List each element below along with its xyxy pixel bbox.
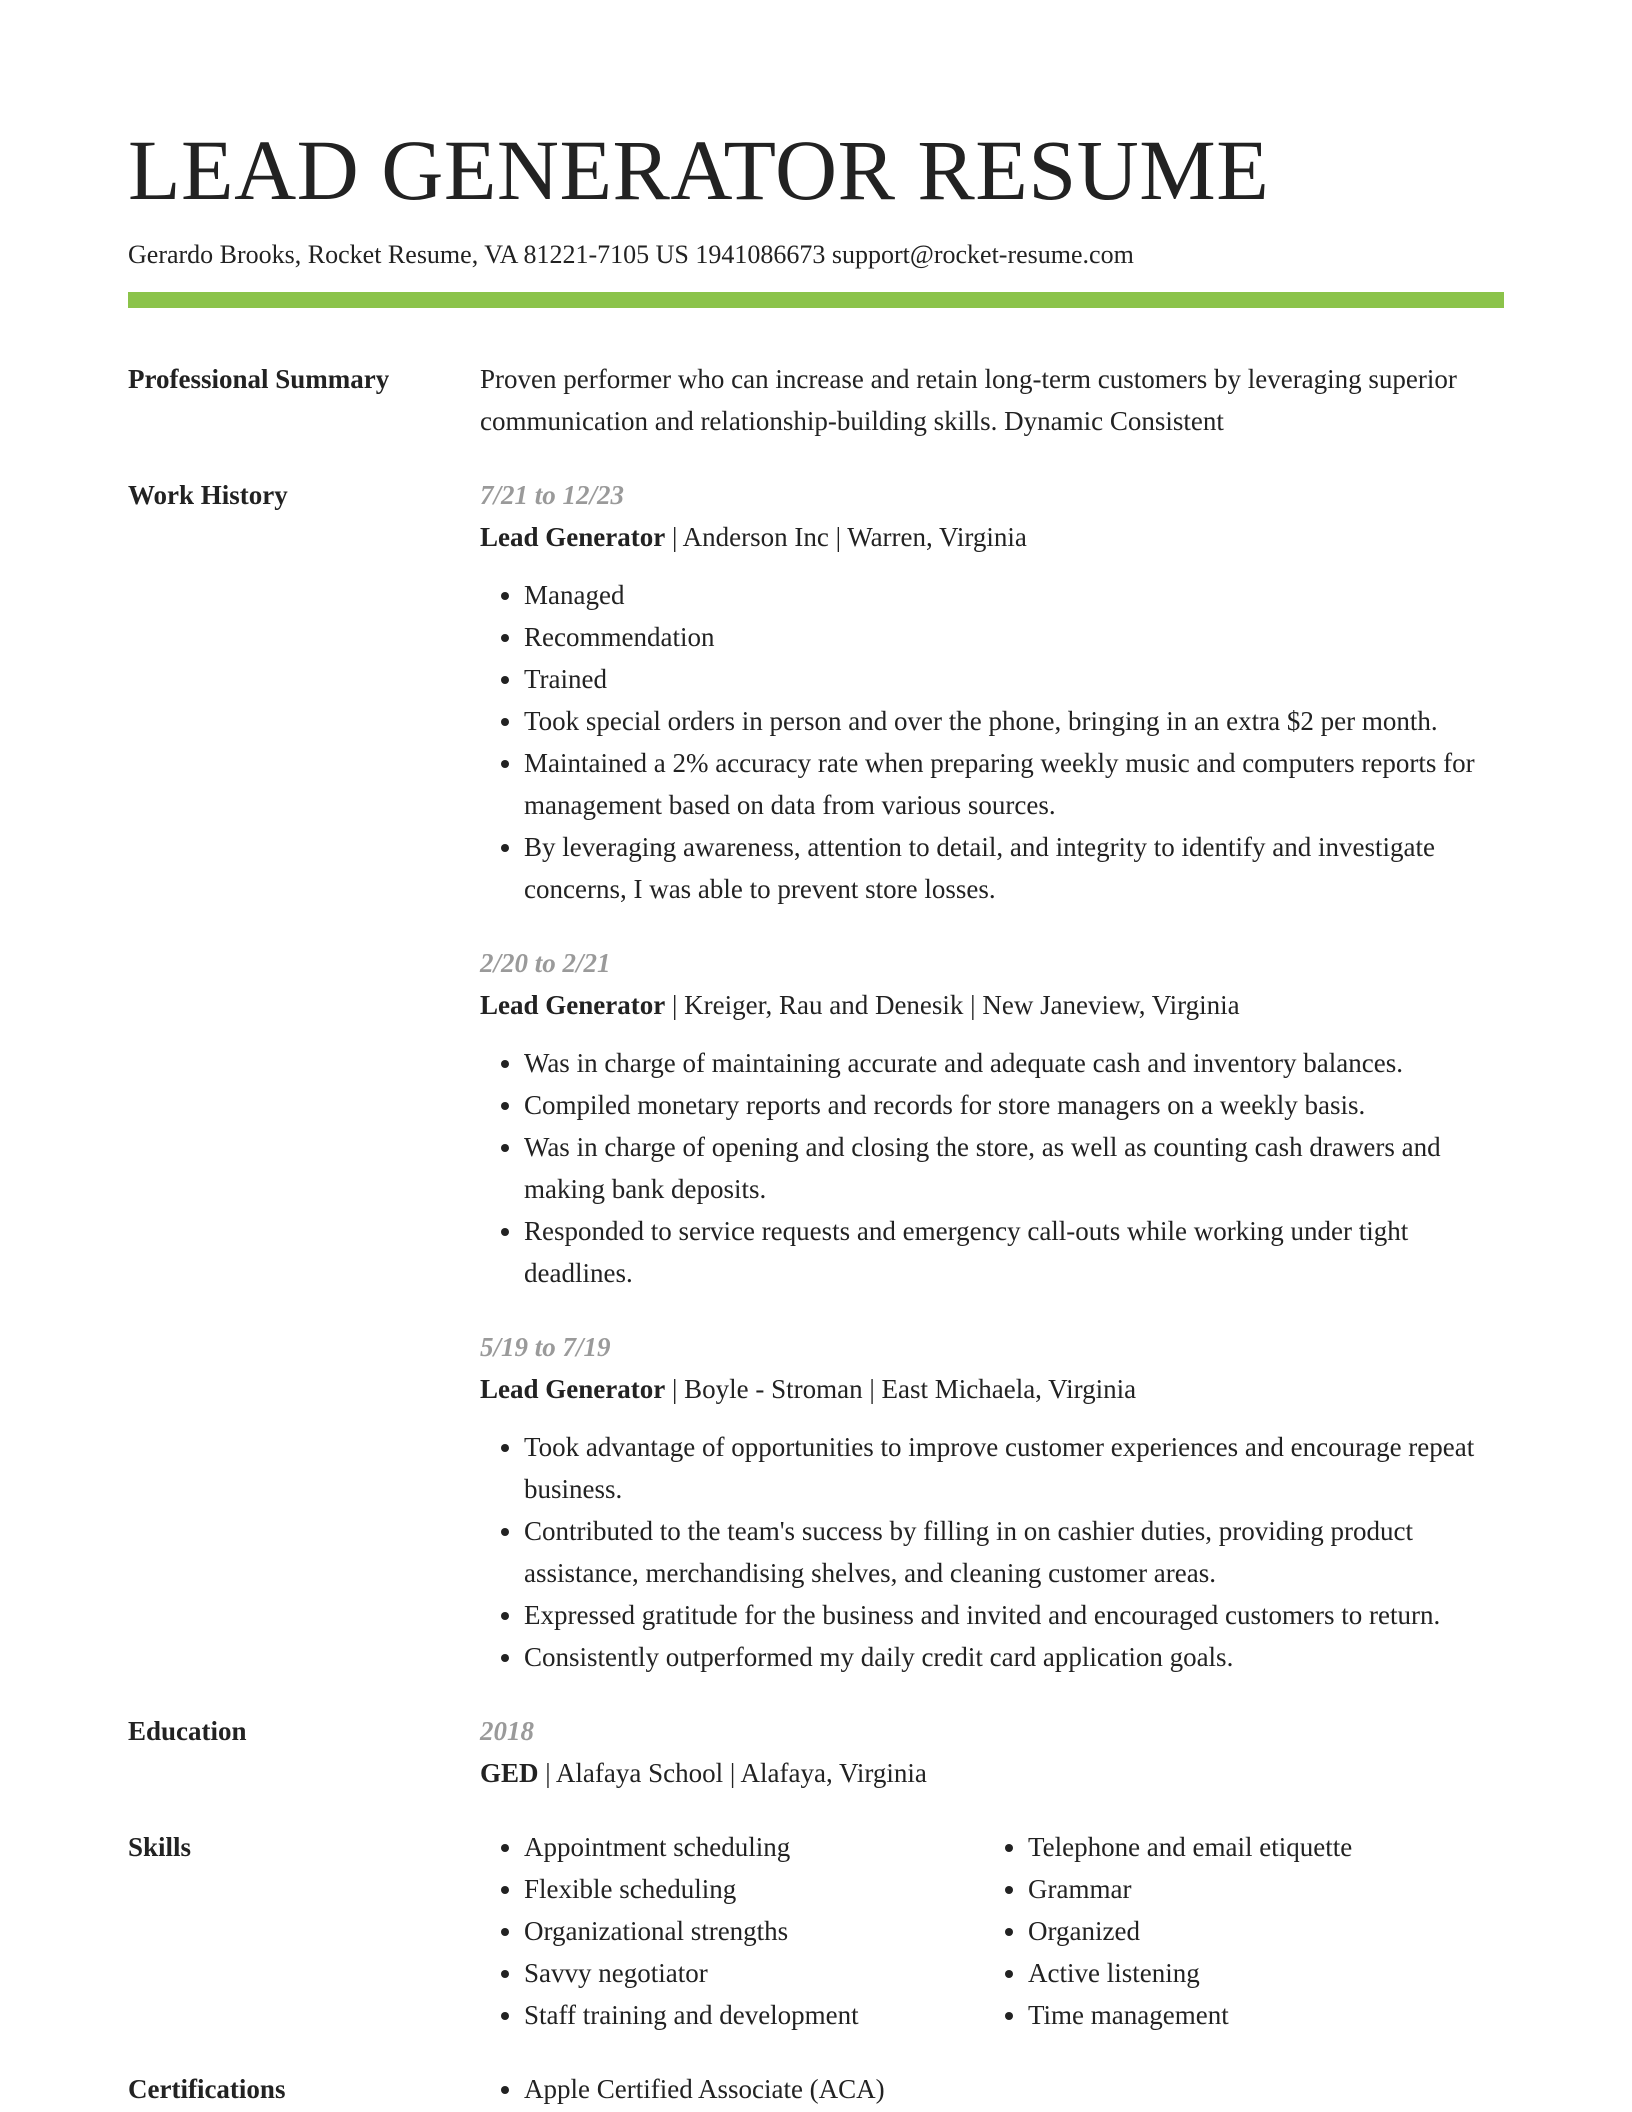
job-bullet: • Took advantage of opportunities to improve customer experiences and encourage repeat business.: [524, 1426, 1504, 1510]
resume-title: LEAD GENERATOR RESUME: [128, 122, 1270, 218]
job-dates: 2/20 to 2/21: [480, 948, 611, 978]
skill-item: • Flexible scheduling: [524, 1868, 984, 1910]
job-bullet: • Took special orders in person and over the phone, bringing in an extra $2 per month.: [524, 700, 1504, 742]
job-dates: 7/21 to 12/23: [480, 480, 625, 510]
skills-column-1: [480, 1826, 984, 2036]
job-bullets: [480, 1426, 1504, 1678]
skill-item: • Grammar: [1028, 1868, 1504, 1910]
summary-text: Proven performer who can increase and retain long-term customers by leveraging superior communication and relationship-building skills. Dynamic Consistent: [480, 364, 1457, 436]
job-heading: [480, 984, 1504, 1026]
job-bullet: • Trained: [524, 658, 1504, 700]
skill-item: • Staff training and development: [524, 1994, 984, 2036]
job-role: Lead Generator: [480, 522, 666, 552]
section-label-certifications: Certifications: [128, 2074, 286, 2104]
job-bullet: • Consistently outperformed my daily credit card application goals.: [524, 1636, 1504, 1678]
job-heading: [480, 516, 1504, 558]
job-bullet: • Expressed gratitude for the business and invited and encouraged customers to return.: [524, 1594, 1504, 1636]
section-label-education: Education: [128, 1716, 247, 1746]
job-bullets: [480, 574, 1504, 910]
skills-section: [128, 1826, 1504, 2036]
section-label-summary: Professional Summary: [128, 364, 390, 394]
summary-section: [128, 358, 1504, 442]
job-bullet: • Responded to service requests and emergency call-outs while working under tight deadlines.: [524, 1210, 1504, 1294]
job-bullet: • Managed: [524, 574, 1504, 616]
job-entry: [480, 1326, 1504, 1678]
section-label-skills: Skills: [128, 1832, 192, 1862]
job-bullet: • Compiled monetary reports and records for store managers on a weekly basis.: [524, 1084, 1504, 1126]
job-details: | Anderson Inc | Warren, Virginia: [665, 522, 1027, 552]
skill-item: • Savvy negotiator: [524, 1952, 984, 1994]
contact-line: Gerardo Brooks, Rocket Resume, VA 81221-7105 US 1941086673 support@rocket-resume.com: [128, 240, 1134, 269]
job-bullet: • Was in charge of opening and closing the store, as well as counting cash drawers and making bank deposits.: [524, 1126, 1504, 1210]
education-details: | Alafaya School | Alafaya, Virginia: [538, 1758, 927, 1788]
education-heading: [480, 1752, 1504, 1794]
work-history-section: [128, 474, 1504, 1678]
job-entry: [480, 474, 1504, 910]
job-bullet: • Recommendation: [524, 616, 1504, 658]
job-bullet: • Contributed to the team's success by filling in on cashier duties, providing product assistance, merchandising shelves, and cleaning customer areas.: [524, 1510, 1504, 1594]
certifications-list: [480, 2068, 1504, 2110]
education-date: 2018: [480, 1716, 534, 1746]
section-label-work: Work History: [128, 480, 288, 510]
certification-item: • Apple Certified Associate (ACA): [524, 2068, 1504, 2110]
job-bullet: • By leveraging awareness, attention to detail, and integrity to identify and investigate concerns, I was able to prevent store losses.: [524, 826, 1504, 910]
job-bullet: • Maintained a 2% accuracy rate when preparing weekly music and computers reports for management based on data from various sources.: [524, 742, 1504, 826]
job-role: Lead Generator: [480, 990, 666, 1020]
education-degree: GED: [480, 1758, 539, 1788]
skill-item: • Organized: [1028, 1910, 1504, 1952]
skill-item: • Appointment scheduling: [524, 1826, 984, 1868]
job-details: | Kreiger, Rau and Denesik | New Janeview, Virginia: [665, 990, 1240, 1020]
skill-item: • Active listening: [1028, 1952, 1504, 1994]
job-entry: [480, 942, 1504, 1294]
accent-divider: [128, 292, 1504, 308]
job-bullets: [480, 1042, 1504, 1294]
job-role: Lead Generator: [480, 1374, 666, 1404]
skill-item: • Time management: [1028, 1994, 1504, 2036]
job-bullet: • Was in charge of maintaining accurate and adequate cash and inventory balances.: [524, 1042, 1504, 1084]
job-dates: 5/19 to 7/19: [480, 1332, 611, 1362]
skills-column-2: [984, 1826, 1504, 2036]
skill-item: • Telephone and email etiquette: [1028, 1826, 1504, 1868]
job-details: | Boyle - Stroman | East Michaela, Virginia: [665, 1374, 1137, 1404]
job-heading: [480, 1368, 1504, 1410]
certifications-section: [128, 2068, 1504, 2110]
skill-item: • Organizational strengths: [524, 1910, 984, 1952]
education-section: [128, 1710, 1504, 1794]
